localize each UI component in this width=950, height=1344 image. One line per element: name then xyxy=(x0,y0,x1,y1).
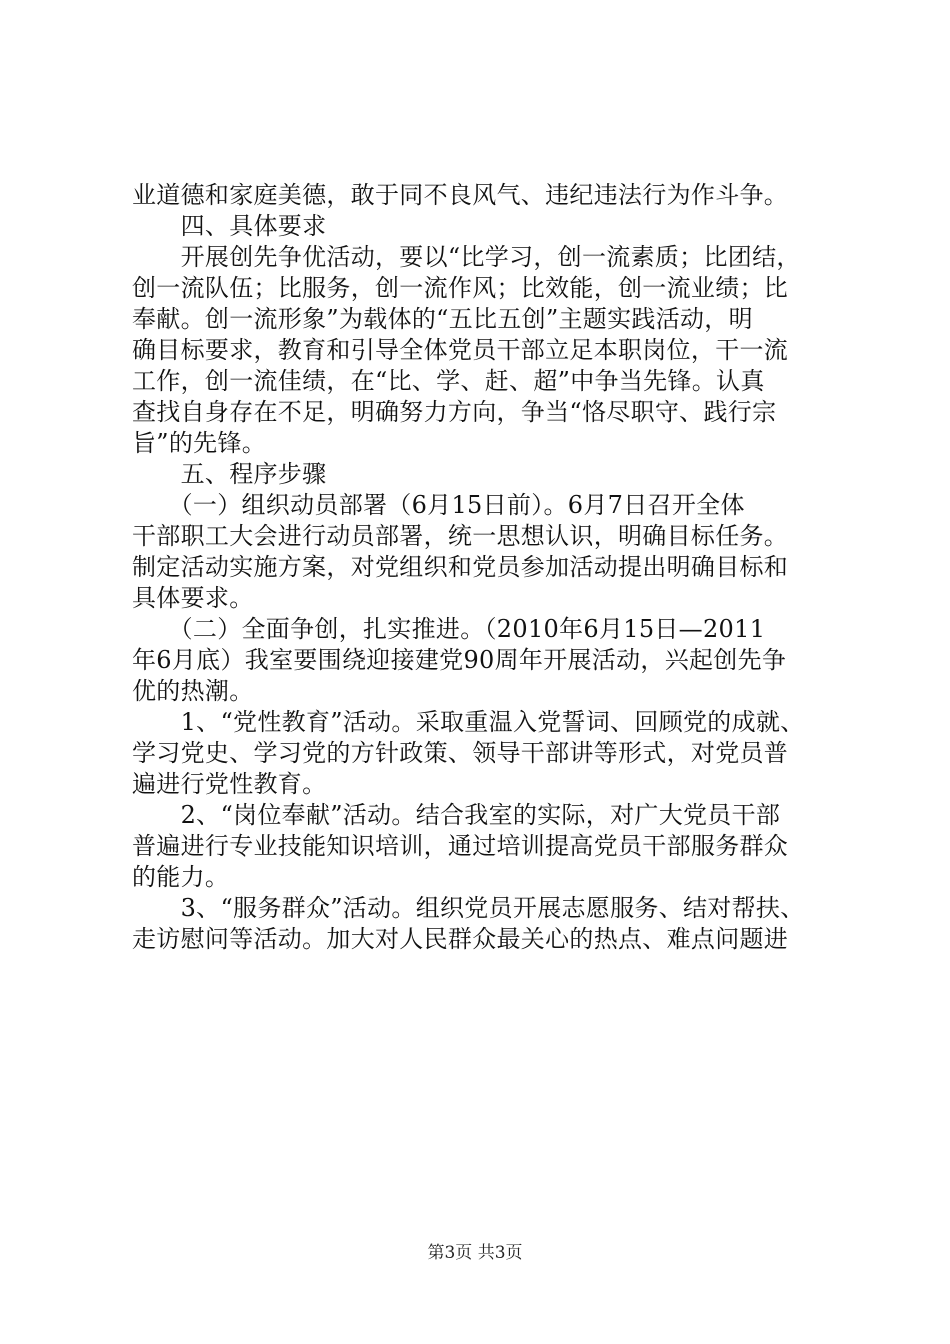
body-text-line: 开展创先争优活动，要以“比学习，创一流素质；比团结， xyxy=(132,243,801,271)
body-text-line: 年6月底）我室要围绕迎接建党90周年开展活动，兴起创先争 xyxy=(132,646,787,674)
body-text-line: （二）全面争创，扎实推进。（2010年6月15日—2011 xyxy=(132,615,766,643)
body-text-line: 工作，创一流佳绩，在“比、学、赶、超”中争当先锋。认真 xyxy=(132,367,765,395)
body-text-line: （一）组织动员部署（6月15日前）。6月7日召开全体 xyxy=(132,491,745,519)
body-text-line: 业道德和家庭美德，敢于同不良风气、违纪违法行为作斗争。 xyxy=(132,181,789,209)
body-text-line: 遍进行党性教育。 xyxy=(132,770,327,798)
body-text-line: 的能力。 xyxy=(132,863,230,891)
page-number-footer: 第3页 共3页 xyxy=(427,1243,523,1263)
section-heading-steps: 五、程序步骤 xyxy=(132,460,327,488)
body-text-line: 确目标要求，教育和引导全体党员干部立足本职岗位，干一流 xyxy=(132,336,789,364)
body-text-line: 普遍进行专业技能知识培训，通过培训提高党员干部服务群众 xyxy=(132,832,789,860)
body-text-line: 1、“党性教育”活动。采取重温入党誓词、回顾党的成就、 xyxy=(132,708,805,736)
body-text-line: 干部职工大会进行动员部署，统一思想认识，明确目标任务。 xyxy=(132,522,789,550)
section-heading-requirements: 四、具体要求 xyxy=(132,212,327,240)
body-text-line: 创一流队伍；比服务，创一流作风；比效能，创一流业绩；比 xyxy=(132,274,789,302)
body-text-line: 制定活动实施方案，对党组织和党员参加活动提出明确目标和 xyxy=(132,553,789,581)
body-text-line: 2、“岗位奉献”活动。结合我室的实际，对广大党员干部 xyxy=(132,801,781,829)
body-text-line: 查找自身存在不足，明确努力方向，争当“恪尽职守、践行宗 xyxy=(132,398,777,426)
body-text-line: 具体要求。 xyxy=(132,584,254,612)
body-text-line: 学习党史、学习党的方针政策、领导干部讲等形式，对党员普 xyxy=(132,739,789,767)
body-text-line: 3、“服务群众”活动。组织党员开展志愿服务、结对帮扶、 xyxy=(132,894,805,922)
body-text-line: 旨”的先锋。 xyxy=(132,429,267,457)
body-text-line: 奉献。创一流形象”为载体的“五比五创”主题实践活动，明 xyxy=(132,305,753,333)
body-text-line: 走访慰问等活动。加大对人民群众最关心的热点、难点问题进 xyxy=(132,925,789,953)
body-text-line: 优的热潮。 xyxy=(132,677,254,705)
